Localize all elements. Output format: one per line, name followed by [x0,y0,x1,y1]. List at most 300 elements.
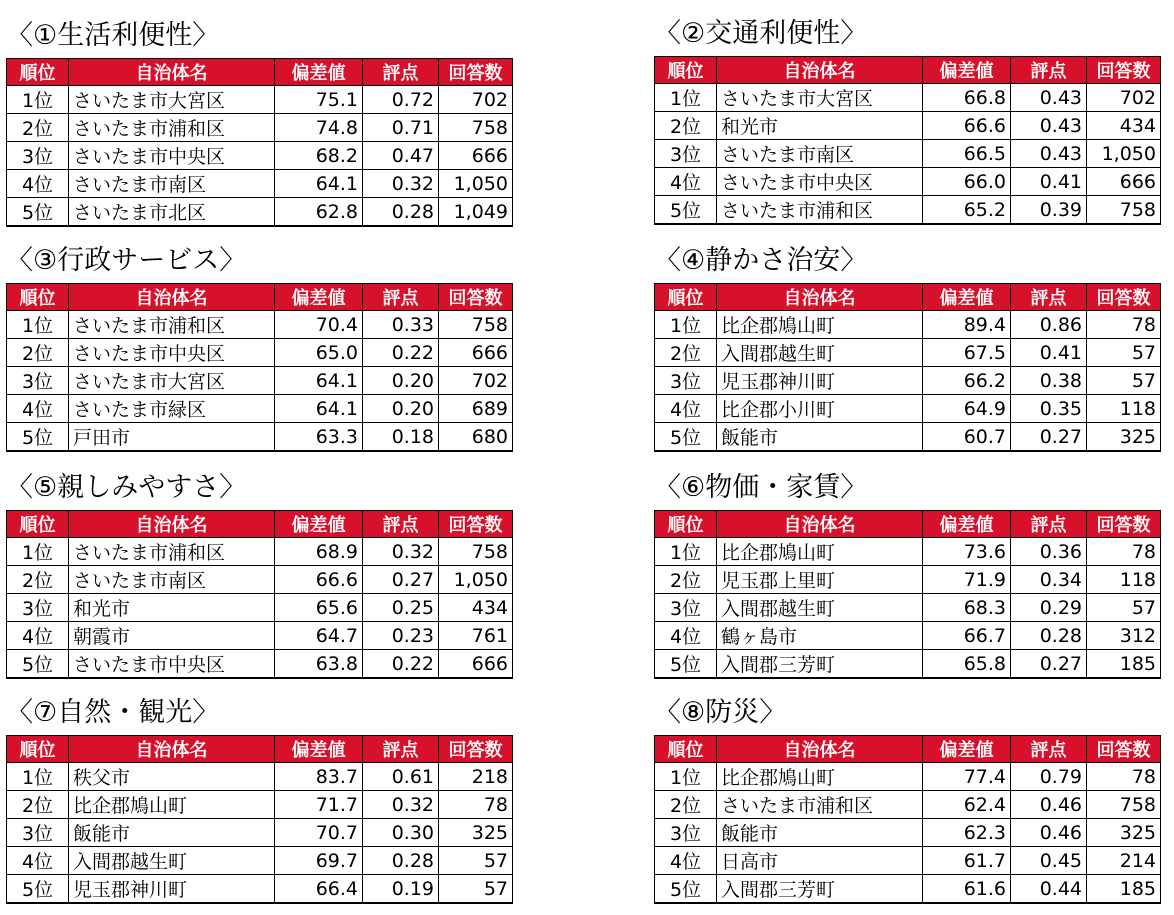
header-deviation: 偏差値 [923,57,1011,84]
header-responses: 回答数 [1087,57,1161,84]
score-cell: 0.27 [363,566,439,594]
responses-cell: 434 [439,594,513,622]
responses-cell: 702 [1087,84,1161,112]
header-name: 自治体名 [69,511,275,538]
responses-cell: 702 [439,367,513,395]
deviation-cell: 62.4 [923,791,1011,819]
rank-cell: 3位 [7,594,69,622]
table-row [7,538,513,566]
score-cell: 0.27 [1011,650,1087,679]
municipality-cell: 入間郡越生町 [717,339,923,367]
responses-cell: 1,050 [439,566,513,594]
score-cell: 0.20 [363,395,439,423]
deviation-cell: 60.7 [923,423,1011,452]
deviation-cell: 65.8 [923,650,1011,679]
municipality-cell: 児玉郡上里町 [717,566,923,594]
header-name: 自治体名 [717,284,923,311]
table-row [7,819,513,847]
header-name: 自治体名 [69,736,275,763]
section-title: 〈⑤親しみやすさ〉 [6,472,247,503]
municipality-cell: さいたま市緑区 [69,395,275,423]
rank-cell: 5位 [655,196,717,225]
deviation-cell: 65.6 [275,594,363,622]
responses-cell: 434 [1087,112,1161,140]
header-score: 評点 [363,736,439,763]
table-row [7,367,513,395]
table-row [7,198,513,227]
table-row [655,168,1161,196]
score-cell: 0.28 [1011,622,1087,650]
score-cell: 0.43 [1011,84,1087,112]
municipality-cell: 入間郡三芳町 [717,875,923,904]
deviation-cell: 63.8 [275,650,363,679]
deviation-cell: 64.9 [923,395,1011,423]
rank-cell: 4位 [7,847,69,875]
responses-cell: 758 [439,538,513,566]
ranking-section-2 [654,16,1161,225]
score-cell: 0.86 [1011,311,1087,339]
section-title: 〈⑧防災〉 [654,697,787,728]
table-row [655,538,1161,566]
header-score: 評点 [1011,511,1087,538]
deviation-cell: 61.7 [923,847,1011,875]
rank-cell: 3位 [655,594,717,622]
table-row [655,311,1161,339]
deviation-cell: 69.7 [275,847,363,875]
deviation-cell: 70.7 [275,819,363,847]
header-responses: 回答数 [439,284,513,311]
ranking-table [6,283,513,452]
rank-cell: 1位 [7,311,69,339]
header-deviation: 偏差値 [275,736,363,763]
section-title: 〈⑥物価・家賃〉 [654,472,868,503]
header-rank: 順位 [655,511,717,538]
responses-cell: 758 [439,114,513,142]
header-score: 評点 [1011,736,1087,763]
header-rank: 順位 [655,284,717,311]
table-row [7,566,513,594]
ranking-table [654,56,1161,225]
score-cell: 0.25 [363,594,439,622]
responses-cell: 57 [1087,594,1161,622]
score-cell: 0.61 [363,763,439,791]
header-name: 自治体名 [717,57,923,84]
table-row [7,395,513,423]
rank-cell: 2位 [7,566,69,594]
municipality-cell: 和光市 [717,112,923,140]
table-row [655,140,1161,168]
header-responses: 回答数 [1087,511,1161,538]
municipality-cell: さいたま市浦和区 [69,538,275,566]
rank-cell: 2位 [655,339,717,367]
rank-cell: 3位 [655,140,717,168]
responses-cell: 325 [1087,423,1161,452]
responses-cell: 666 [439,142,513,170]
table-row [655,763,1161,791]
section-title: 〈③行政サービス〉 [6,245,247,276]
rank-cell: 4位 [7,622,69,650]
responses-cell: 666 [439,339,513,367]
table-row [655,395,1161,423]
score-cell: 0.45 [1011,847,1087,875]
section-title: 〈⑦自然・観光〉 [6,697,220,728]
header-rank: 順位 [7,511,69,538]
deviation-cell: 74.8 [275,114,363,142]
municipality-cell: 和光市 [69,594,275,622]
ranking-section-3 [6,243,513,452]
municipality-cell: 飯能市 [717,819,923,847]
deviation-cell: 83.7 [275,763,363,791]
table-row [655,339,1161,367]
rank-cell: 5位 [655,650,717,679]
table-row [7,791,513,819]
deviation-cell: 68.3 [923,594,1011,622]
header-responses: 回答数 [439,736,513,763]
deviation-cell: 62.8 [275,198,363,227]
deviation-cell: 68.2 [275,142,363,170]
header-name: 自治体名 [69,59,275,86]
deviation-cell: 63.3 [275,423,363,452]
responses-cell: 761 [439,622,513,650]
header-deviation: 偏差値 [923,736,1011,763]
table-row [655,196,1161,225]
municipality-cell: 朝霞市 [69,622,275,650]
table-row [655,594,1161,622]
rank-cell: 5位 [655,423,717,452]
score-cell: 0.22 [363,650,439,679]
deviation-cell: 66.7 [923,622,1011,650]
score-cell: 0.43 [1011,112,1087,140]
ranking-table [6,510,513,679]
deviation-cell: 71.9 [923,566,1011,594]
municipality-cell: さいたま市南区 [69,566,275,594]
table-row [7,114,513,142]
responses-cell: 758 [1087,196,1161,225]
score-cell: 0.36 [1011,538,1087,566]
score-cell: 0.71 [363,114,439,142]
rank-cell: 5位 [655,875,717,904]
score-cell: 0.28 [363,198,439,227]
deviation-cell: 61.6 [923,875,1011,904]
responses-cell: 78 [1087,311,1161,339]
table-row [655,819,1161,847]
deviation-cell: 66.8 [923,84,1011,112]
responses-cell: 758 [1087,791,1161,819]
deviation-cell: 66.2 [923,367,1011,395]
score-cell: 0.44 [1011,875,1087,904]
score-cell: 0.35 [1011,395,1087,423]
ranking-table [6,58,513,227]
rank-cell: 5位 [7,875,69,904]
header-score: 評点 [363,511,439,538]
score-cell: 0.46 [1011,819,1087,847]
rank-cell: 4位 [655,168,717,196]
municipality-cell: さいたま市浦和区 [69,114,275,142]
ranking-table [6,735,513,904]
rank-cell: 5位 [7,650,69,679]
header-name: 自治体名 [717,511,923,538]
header-rank: 順位 [655,736,717,763]
header-score: 評点 [363,284,439,311]
municipality-cell: 入間郡三芳町 [717,650,923,679]
rank-cell: 5位 [7,198,69,227]
responses-cell: 325 [1087,819,1161,847]
table-row [655,367,1161,395]
municipality-cell: 比企郡鳩山町 [717,311,923,339]
municipality-cell: 比企郡鳩山町 [717,538,923,566]
responses-cell: 214 [1087,847,1161,875]
responses-cell: 78 [1087,763,1161,791]
score-cell: 0.29 [1011,594,1087,622]
responses-cell: 312 [1087,622,1161,650]
rank-cell: 2位 [655,791,717,819]
table-row [7,622,513,650]
score-cell: 0.27 [1011,423,1087,452]
municipality-cell: さいたま市中央区 [717,168,923,196]
header-deviation: 偏差値 [275,511,363,538]
municipality-cell: さいたま市中央区 [69,339,275,367]
deviation-cell: 65.2 [923,196,1011,225]
responses-cell: 325 [439,819,513,847]
rank-cell: 5位 [7,423,69,452]
deviation-cell: 75.1 [275,86,363,114]
header-rank: 順位 [7,59,69,86]
score-cell: 0.47 [363,142,439,170]
responses-cell: 185 [1087,875,1161,904]
municipality-cell: 比企郡鳩山町 [717,763,923,791]
municipality-cell: 入間郡越生町 [69,847,275,875]
rank-cell: 1位 [655,538,717,566]
ranking-table [654,510,1161,679]
municipality-cell: さいたま市中央区 [69,142,275,170]
header-responses: 回答数 [439,59,513,86]
municipality-cell: さいたま市大宮区 [717,84,923,112]
rank-cell: 2位 [7,339,69,367]
header-name: 自治体名 [717,736,923,763]
deviation-cell: 64.7 [275,622,363,650]
responses-cell: 758 [439,311,513,339]
municipality-cell: さいたま市大宮区 [69,367,275,395]
header-deviation: 偏差値 [275,284,363,311]
deviation-cell: 89.4 [923,311,1011,339]
ranking-table [654,735,1161,904]
deviation-cell: 64.1 [275,395,363,423]
responses-cell: 57 [1087,339,1161,367]
rank-cell: 2位 [7,114,69,142]
rank-cell: 4位 [655,847,717,875]
table-row [655,566,1161,594]
responses-cell: 666 [1087,168,1161,196]
header-rank: 順位 [7,284,69,311]
rank-cell: 1位 [7,86,69,114]
municipality-cell: さいたま市北区 [69,198,275,227]
header-name: 自治体名 [69,284,275,311]
rank-cell: 2位 [655,112,717,140]
table-row [655,847,1161,875]
rank-cell: 1位 [7,763,69,791]
table-row [7,170,513,198]
municipality-cell: さいたま市南区 [717,140,923,168]
header-deviation: 偏差値 [275,59,363,86]
municipality-cell: 児玉郡神川町 [717,367,923,395]
score-cell: 0.18 [363,423,439,452]
table-row [7,339,513,367]
deviation-cell: 77.4 [923,763,1011,791]
municipality-cell: 入間郡越生町 [717,594,923,622]
municipality-cell: さいたま市浦和区 [69,311,275,339]
rank-cell: 3位 [655,819,717,847]
responses-cell: 666 [439,650,513,679]
header-rank: 順位 [655,57,717,84]
deviation-cell: 66.0 [923,168,1011,196]
deviation-cell: 71.7 [275,791,363,819]
table-row [655,650,1161,679]
rank-cell: 4位 [7,395,69,423]
score-cell: 0.46 [1011,791,1087,819]
rank-cell: 1位 [655,311,717,339]
score-cell: 0.22 [363,339,439,367]
score-cell: 0.43 [1011,140,1087,168]
municipality-cell: 飯能市 [69,819,275,847]
rank-cell: 3位 [7,142,69,170]
header-rank: 順位 [7,736,69,763]
table-row [7,311,513,339]
header-deviation: 偏差値 [923,511,1011,538]
responses-cell: 689 [439,395,513,423]
score-cell: 0.41 [1011,339,1087,367]
table-row [7,423,513,452]
municipality-cell: 比企郡小川町 [717,395,923,423]
responses-cell: 185 [1087,650,1161,679]
municipality-cell: 飯能市 [717,423,923,452]
municipality-cell: 日高市 [717,847,923,875]
score-cell: 0.39 [1011,196,1087,225]
table-row [7,875,513,904]
responses-cell: 1,049 [439,198,513,227]
header-responses: 回答数 [439,511,513,538]
responses-cell: 1,050 [439,170,513,198]
ranking-section-7 [6,695,513,904]
responses-cell: 57 [439,847,513,875]
score-cell: 0.28 [363,847,439,875]
table-row [655,875,1161,904]
score-cell: 0.34 [1011,566,1087,594]
table-row [7,763,513,791]
responses-cell: 118 [1087,395,1161,423]
header-deviation: 偏差値 [923,284,1011,311]
deviation-cell: 68.9 [275,538,363,566]
responses-cell: 78 [1087,538,1161,566]
table-row [7,650,513,679]
score-cell: 0.72 [363,86,439,114]
responses-cell: 57 [1087,367,1161,395]
deviation-cell: 66.5 [923,140,1011,168]
responses-cell: 218 [439,763,513,791]
rank-cell: 1位 [655,84,717,112]
municipality-cell: 鶴ヶ島市 [717,622,923,650]
rank-cell: 2位 [7,791,69,819]
section-title: 〈④静かさ治安〉 [654,245,868,276]
responses-cell: 702 [439,86,513,114]
deviation-cell: 70.4 [275,311,363,339]
rank-cell: 4位 [655,622,717,650]
municipality-cell: さいたま市大宮区 [69,86,275,114]
table-row [655,84,1161,112]
rank-cell: 4位 [655,395,717,423]
table-row [655,622,1161,650]
rank-cell: 2位 [655,566,717,594]
rank-cell: 1位 [655,763,717,791]
responses-cell: 57 [439,875,513,904]
deviation-cell: 66.6 [923,112,1011,140]
ranking-section-8 [654,695,1161,904]
score-cell: 0.30 [363,819,439,847]
header-responses: 回答数 [1087,284,1161,311]
score-cell: 0.23 [363,622,439,650]
municipality-cell: さいたま市浦和区 [717,791,923,819]
score-cell: 0.33 [363,311,439,339]
deviation-cell: 66.6 [275,566,363,594]
municipality-cell: 戸田市 [69,423,275,452]
deviation-cell: 64.1 [275,367,363,395]
score-cell: 0.32 [363,791,439,819]
score-cell: 0.38 [1011,367,1087,395]
rank-cell: 3位 [655,367,717,395]
municipality-cell: 比企郡鳩山町 [69,791,275,819]
section-title: 〈②交通利便性〉 [654,18,868,49]
header-responses: 回答数 [1087,736,1161,763]
rank-cell: 4位 [7,170,69,198]
header-score: 評点 [1011,284,1087,311]
rank-cell: 3位 [7,367,69,395]
deviation-cell: 62.3 [923,819,1011,847]
municipality-cell: 秩父市 [69,763,275,791]
table-row [7,142,513,170]
section-title: 〈①生活利便性〉 [6,20,220,51]
ranking-section-1 [6,18,513,227]
table-row [655,423,1161,452]
responses-cell: 118 [1087,566,1161,594]
deviation-cell: 64.1 [275,170,363,198]
score-cell: 0.32 [363,170,439,198]
ranking-section-4 [654,243,1161,452]
municipality-cell: 児玉郡神川町 [69,875,275,904]
table-row [7,847,513,875]
table-row [655,112,1161,140]
deviation-cell: 73.6 [923,538,1011,566]
deviation-cell: 65.0 [275,339,363,367]
responses-cell: 680 [439,423,513,452]
rank-cell: 1位 [7,538,69,566]
municipality-cell: さいたま市浦和区 [717,196,923,225]
table-row [7,86,513,114]
responses-cell: 1,050 [1087,140,1161,168]
table-row [655,791,1161,819]
deviation-cell: 67.5 [923,339,1011,367]
municipality-cell: さいたま市中央区 [69,650,275,679]
ranking-section-6 [654,470,1161,679]
header-score: 評点 [1011,57,1087,84]
score-cell: 0.79 [1011,763,1087,791]
ranking-table [654,283,1161,452]
header-score: 評点 [363,59,439,86]
score-cell: 0.19 [363,875,439,904]
score-cell: 0.32 [363,538,439,566]
score-cell: 0.20 [363,367,439,395]
ranking-section-5 [6,470,513,679]
deviation-cell: 66.4 [275,875,363,904]
municipality-cell: さいたま市南区 [69,170,275,198]
